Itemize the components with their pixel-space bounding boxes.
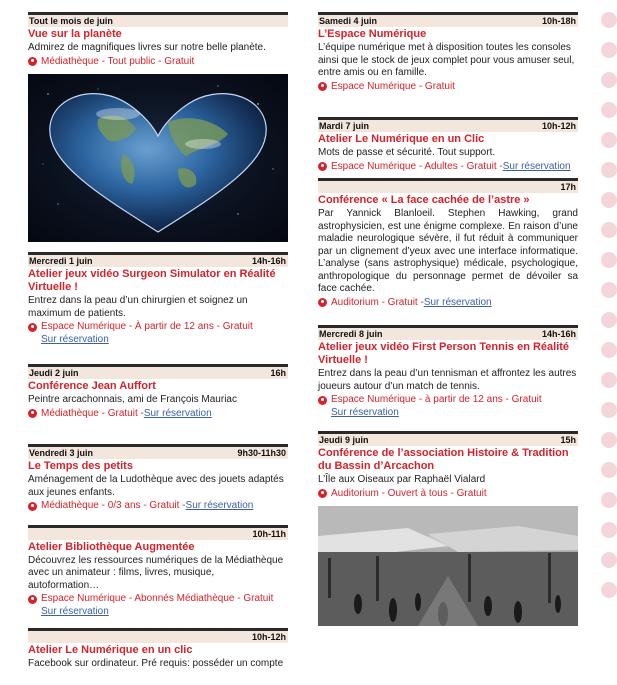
decorative-dot	[601, 372, 617, 388]
map-pin-icon	[318, 396, 327, 405]
reservation-link[interactable]: Sur réservation	[41, 605, 109, 617]
event-description: L’Île aux Oiseaux par Raphaël Vialard	[318, 474, 486, 485]
event-location: Médiathèque - Gratuit - Sur réservation	[28, 408, 288, 421]
decorative-dot-border	[596, 0, 610, 610]
event-description: Peintre arcachonnais, ami de François Mauriac	[28, 394, 237, 405]
event-description: Mots de passe et sécurité. Tout support.	[318, 147, 496, 158]
event-description: Aménagement de la Ludothèque avec des jouets adaptés aux jeunes enfants.	[28, 474, 284, 498]
reservation-link[interactable]: Sur réservation	[423, 296, 492, 308]
event-title: Atelier Le Numérique en un clic	[28, 644, 193, 656]
event-date-bar	[28, 12, 288, 27]
historic-market-illustration	[318, 506, 578, 626]
event-date-bar	[28, 364, 288, 379]
event-time: 10h-12h	[251, 632, 286, 642]
event-description: Facebook sur ordinateur. Pré requis: posséder un compte	[28, 658, 284, 669]
reservation-link[interactable]: Sur réservation	[331, 406, 399, 418]
event-first-person-tennis	[318, 325, 578, 419]
event-conference-astre	[318, 178, 578, 309]
event-date: Vendredi 3 juin	[29, 448, 94, 458]
event-date-bar	[318, 325, 578, 340]
map-pin-icon	[28, 57, 37, 66]
right-column	[318, 12, 578, 640]
event-vue-planete	[28, 12, 288, 242]
event-title: Atelier jeux vidéo Surgeon Simulator en Réalité Virtuelle !	[28, 268, 276, 293]
event-location: Espace Numérique - à partir de 12 ans - Gratuit	[318, 394, 578, 407]
event-title: Atelier Bibliothèque Augmentée	[28, 540, 195, 553]
map-pin-icon	[318, 489, 327, 498]
event-numerique-clic-securite	[318, 117, 578, 173]
decorative-dot	[601, 492, 617, 508]
decorative-dot	[601, 252, 617, 268]
event-time: 10h-11h	[252, 528, 286, 539]
decorative-dot	[601, 582, 617, 598]
map-pin-icon	[28, 502, 37, 511]
decorative-dot	[601, 192, 617, 208]
decorative-dot	[601, 432, 617, 448]
event-title: Vue sur la planète	[28, 28, 122, 40]
event-time: 15h	[560, 435, 576, 445]
event-location: Espace Numérique - Gratuit	[318, 81, 578, 94]
event-title: Le Temps des petits	[28, 460, 133, 472]
decorative-dot	[601, 552, 617, 568]
event-bibliotheque-augmentee	[28, 525, 288, 619]
event-time: 10h-12h	[541, 121, 576, 131]
map-pin-icon	[318, 162, 327, 171]
decorative-dot	[601, 102, 617, 118]
event-conference-histoire-tradition	[318, 431, 578, 626]
earth-heart-illustration	[28, 74, 288, 242]
reservation-link[interactable]: Sur réservation	[185, 500, 254, 511]
event-surgeon-simulator	[28, 252, 288, 346]
event-title: Atelier jeux vidéo First Person Tennis en Réalité Virtuelle !	[318, 341, 570, 366]
earth-heart-image	[28, 74, 288, 242]
event-title: Atelier Le Numérique en un Clic	[318, 133, 485, 145]
event-date-bar	[28, 444, 288, 459]
event-date-bar	[318, 12, 578, 27]
event-description: Admirez de magnifiques livres sur notre belle planète.	[28, 42, 266, 53]
decorative-dot	[601, 222, 617, 238]
event-date: Mardi 7 juin	[319, 121, 370, 131]
event-date: Mercredi 8 juin	[319, 329, 383, 339]
event-date: Jeudi 2 juin	[29, 368, 79, 378]
decorative-dot	[601, 312, 617, 328]
event-description: L’équipe numérique met à disposition toutes les consoles ainsi que le stock de jeux complet pour vous amuser seul, entre amis ou en famille.	[318, 42, 575, 78]
event-location: Auditorium - Gratuit - Sur réservation	[318, 297, 578, 310]
reservation-link[interactable]: Sur réservation	[41, 333, 109, 345]
event-numerique-clic-facebook	[28, 628, 288, 671]
decorative-dot	[601, 42, 617, 58]
event-title: L’Espace Numérique	[318, 28, 427, 40]
event-time: 16h	[270, 368, 286, 378]
event-time: 9h30-11h30	[237, 448, 286, 458]
event-temps-des-petits	[28, 444, 288, 513]
event-date-bar	[28, 252, 288, 267]
decorative-dot	[601, 342, 617, 358]
event-time: 10h-18h	[541, 16, 576, 26]
decorative-dot	[601, 282, 617, 298]
event-location: Auditorium - Ouvert à tous - Gratuit	[318, 488, 578, 501]
decorative-dot	[601, 162, 617, 178]
event-description: Entrez dans la peau d’un tennisman et affrontez les autres joueurs autour d’un match de tennis.	[318, 368, 577, 392]
event-description: Par Yannick Blanloeil. Stephen Hawking, grand astrophysicien, est une énigme complexe. En raison d’une maladie neurologique sévère, il fut réduit à communiquer par un clignement d’yeux avec une interface informatique. L’analyse (sans astrophysique) médicale, psychologique, anthropologique du personnage permet de dévoiler sa face cachée.	[318, 208, 578, 294]
event-time: 17h	[560, 182, 576, 192]
map-pin-icon	[318, 298, 327, 307]
event-espace-numerique	[318, 12, 578, 93]
event-date-bar	[318, 117, 578, 132]
decorative-dot	[601, 402, 617, 418]
map-pin-icon	[28, 409, 37, 418]
event-conference-jean-auffort	[28, 364, 288, 420]
event-title: Conférence « La face cachée de l’astre »	[318, 194, 530, 206]
historic-market-photo	[318, 506, 578, 626]
decorative-dot	[601, 522, 617, 538]
event-location: Espace Numérique - Abonnés Médiathèque - Gratuit	[28, 593, 288, 606]
event-date-bar	[318, 178, 578, 193]
event-title: Conférence de l’association Histoire & Tradition du Bassin d’Arcachon	[318, 447, 569, 472]
event-date-bar	[318, 431, 578, 446]
event-date: Mercredi 1 juin	[29, 256, 93, 266]
event-location: Médiathèque - 0/3 ans - Gratuit - Sur réservation	[28, 500, 288, 513]
event-date: Jeudi 9 juin	[319, 435, 369, 445]
event-date: Tout le mois de juin	[29, 16, 113, 26]
map-pin-icon	[318, 82, 327, 91]
event-description: Découvrez les ressources numériques de la Médiathèque avec un animateur : films, livres, musique, autoformation…	[28, 554, 284, 591]
event-description: Entrez dans la peau d’un chirurgien et soignez un maximum de patients.	[28, 295, 248, 319]
decorative-dot	[601, 132, 617, 148]
event-location: Espace Numérique - Adultes - Gratuit - Sur réservation	[318, 161, 578, 174]
event-date-bar	[28, 525, 288, 540]
left-column	[28, 12, 288, 685]
decorative-dot	[601, 72, 617, 88]
event-date: Samedi 4 juin	[319, 16, 378, 26]
event-date-bar	[28, 628, 288, 643]
event-location: Médiathèque - Tout public - Gratuit	[28, 56, 288, 69]
event-location: Espace Numérique - À partir de 12 ans - Gratuit	[28, 321, 288, 334]
event-time: 14h-16h	[251, 256, 286, 266]
decorative-dot	[601, 462, 617, 478]
reservation-link[interactable]: Sur réservation	[143, 407, 212, 419]
map-pin-icon	[28, 595, 37, 604]
decorative-dot	[601, 12, 617, 28]
event-time: 14h-16h	[541, 329, 576, 339]
event-title: Conférence Jean Auffort	[28, 380, 156, 392]
map-pin-icon	[28, 323, 37, 332]
reservation-link[interactable]: Sur réservation	[502, 160, 571, 172]
